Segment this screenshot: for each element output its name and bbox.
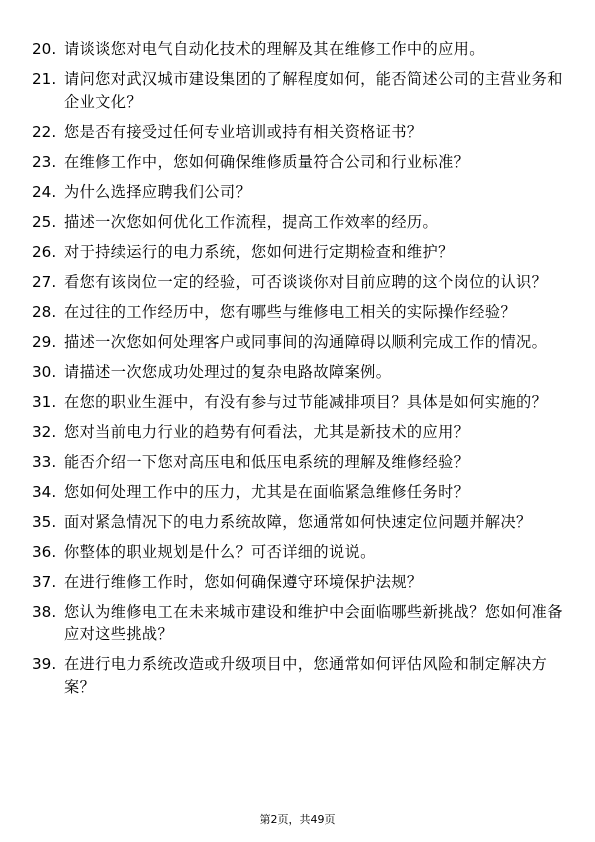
question-number: 39. (32, 655, 57, 673)
question-number: 36. (32, 542, 57, 561)
question-number: 32. (32, 422, 57, 441)
question-number: 20. (32, 40, 57, 58)
question-item (32, 481, 567, 504)
question-number: 35. (32, 512, 57, 531)
question-number: 31. (32, 392, 57, 411)
question-text: 描述一次您如何优化工作流程，提高工作效率的经历。 (64, 212, 439, 231)
question-item (32, 541, 567, 564)
question-number: 23. (32, 152, 57, 171)
question-text: 请描述一次您成功处理过的复杂电路故障案例。 (64, 362, 392, 381)
question-text: 描述一次您如何处理客户或同事间的沟通障碍以顺利完成工作的情况。 (64, 332, 548, 351)
question-text: 请问您对武汉城市建设集团的了解程度如何，能否简述公司的主营业务和企业文化？ (64, 70, 563, 111)
question-number: 26. (32, 242, 57, 261)
question-number: 27. (32, 272, 57, 291)
question-item (32, 601, 567, 646)
question-text: 您如何处理工作中的压力，尤其是在面临紧急维修任务时？ (64, 482, 470, 501)
question-item (32, 571, 567, 594)
question-item (32, 121, 567, 144)
question-item (32, 331, 567, 354)
question-text: 对于持续运行的电力系统，您如何进行定期检查和维护？ (64, 242, 454, 261)
question-number: 34. (32, 482, 57, 501)
question-item (32, 391, 567, 414)
question-number: 25. (32, 212, 57, 231)
question-text: 你整体的职业规划是什么？可否详细的说说。 (64, 542, 376, 561)
question-number: 28. (32, 302, 57, 321)
question-text: 面对紧急情况下的电力系统故障，您通常如何快速定位问题并解决？ (64, 512, 532, 531)
question-list (32, 38, 567, 706)
question-text: 在您的职业生涯中，有没有参与过节能减排项目？具体是如何实施的？ (64, 392, 548, 411)
question-text: 您是否有接受过任何专业培训或持有相关资格证书？ (64, 122, 423, 141)
question-number: 33. (32, 452, 57, 471)
question-item (32, 241, 567, 264)
question-number: 30. (32, 362, 57, 381)
question-item (32, 68, 567, 113)
question-text: 看您有该岗位一定的经验，可否谈谈你对目前应聘的这个岗位的认识？ (64, 272, 548, 291)
question-item (32, 38, 567, 61)
question-text: 在进行电力系统改造或升级项目中，您通常如何评估风险和制定解决方案？ (64, 655, 548, 696)
question-number: 21. (32, 70, 57, 88)
question-item (32, 271, 567, 294)
question-text: 请谈谈您对电气自动化技术的理解及其在维修工作中的应用。 (64, 40, 485, 58)
page-number-footer: 第2页，共49页 (259, 813, 336, 826)
question-item (32, 451, 567, 474)
question-text: 在进行维修工作时，您如何确保遵守环境保护法规？ (64, 572, 423, 591)
question-text: 在过往的工作经历中，您有哪些与维修电工相关的实际操作经验？ (64, 302, 517, 321)
question-text: 能否介绍一下您对高压电和低压电系统的理解及维修经验？ (64, 452, 470, 471)
question-item (32, 361, 567, 384)
question-item (32, 653, 567, 698)
question-item (32, 151, 567, 174)
question-item (32, 421, 567, 444)
question-number: 22. (32, 122, 57, 141)
question-number: 38. (32, 602, 57, 621)
question-item (32, 181, 567, 204)
question-number: 29. (32, 332, 57, 351)
question-item (32, 511, 567, 534)
question-text: 为什么选择应聘我们公司？ (64, 182, 252, 201)
question-item (32, 211, 567, 234)
question-number: 24. (32, 182, 57, 201)
question-number: 37. (32, 572, 57, 591)
question-text: 您对当前电力行业的趋势有何看法，尤其是新技术的应用？ (64, 422, 470, 441)
question-item (32, 301, 567, 324)
question-text: 在维修工作中，您如何确保维修质量符合公司和行业标准？ (64, 152, 470, 171)
question-text: 您认为维修电工在未来城市建设和维护中会面临哪些新挑战？您如何准备应对这些挑战？ (64, 602, 563, 643)
